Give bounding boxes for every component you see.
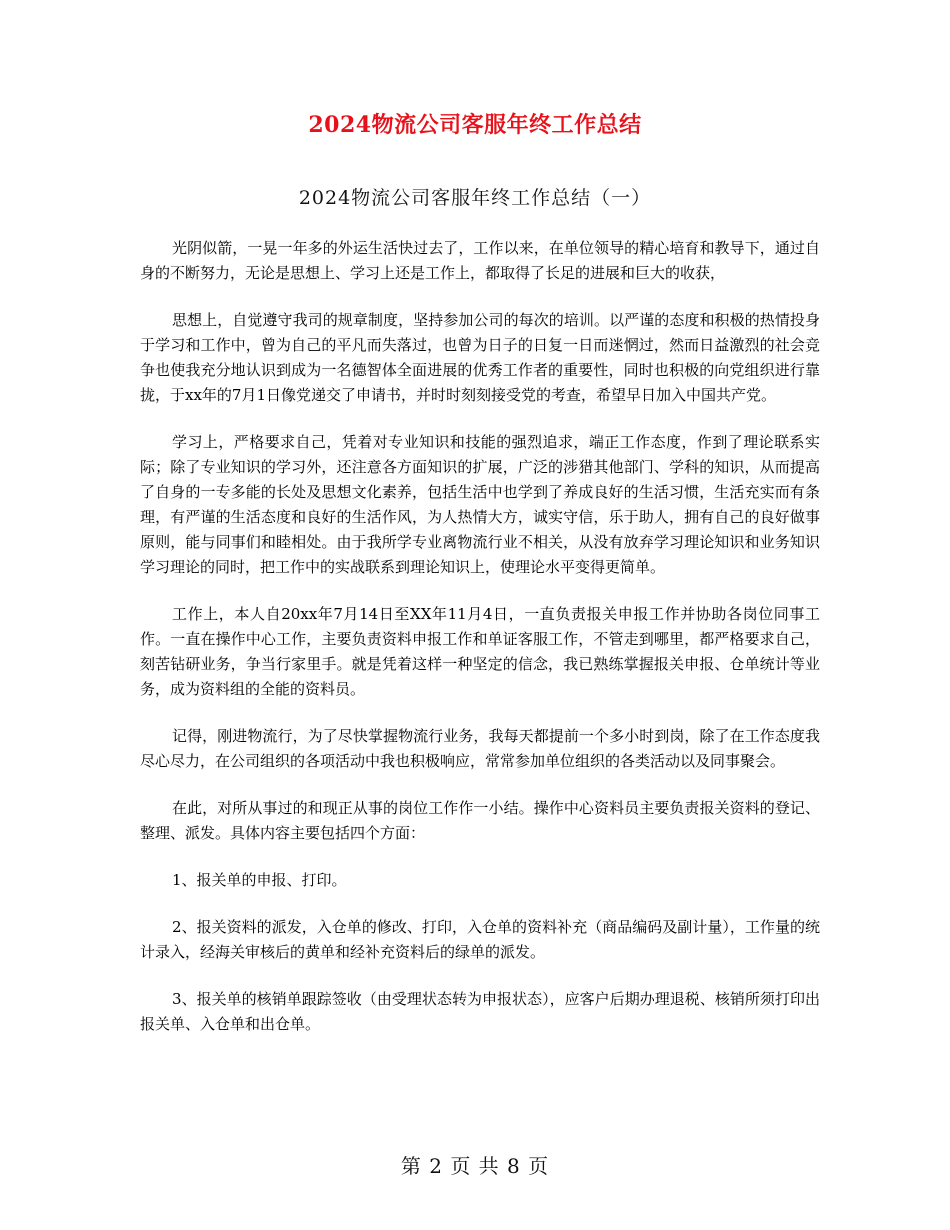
document-subtitle: 2024物流公司客服年终工作总结（一） xyxy=(298,187,652,209)
paragraph: 在此，对所从事过的和现正从事的岗位工作作一小结。操作中心资料员主要负责报关资料的登记、整理、派发。具体内容主要包括四个方面： xyxy=(140,799,820,842)
list-item: 1、报关单的申报、打印。 xyxy=(172,871,347,889)
paragraph: 光阴似箭，一晃一年多的外运生活快过去了，工作以来，在单位领导的精心培育和教导下，通过自身的不断努力，无论是思想上、学习上还是工作上，都取得了长足的进展和巨大的收获， xyxy=(140,239,820,282)
list-item: 3、报关单的核销单跟踪签收（由受理状态转为申报状态），应客户后期办理退税、核销所须打印出报关单、入仓单和出仓单。 xyxy=(140,990,820,1033)
paragraph: 工作上，本人自20xx年7月14日至XX年11月4日，一直负责报关申报工作并协助各岗位同事工作。一直在操作中心工作，主要负责资料申报工作和单证客服工作，不管走到哪里，都严格要求自己，刻苦钻研业务，争当行家里手。就是凭着这样一种坚定的信念，我已熟练掌握报关申报、仓单统计等业务，成为资料组的全能的资料员。 xyxy=(140,605,820,698)
paragraph: 记得，刚进物流行，为了尽快掌握物流行业务，我每天都提前一个多小时到岗，除了在工作态度我尽心尽力，在公司组织的各项活动中我也积极响应，常常参加单位组织的各类活动以及同事聚会。 xyxy=(140,727,820,770)
list-item: 2、报关资料的派发，入仓单的修改、打印，入仓单的资料补充（商品编码及副计量），工作量的统计录入，经海关审核后的黄单和经补充资料后的绿单的派发。 xyxy=(140,918,820,961)
document-title: 2024物流公司客服年终工作总结 xyxy=(308,112,642,138)
page-number-footer: 第 2 页 共 8 页 xyxy=(400,1154,550,1178)
paragraph: 思想上，自觉遵守我司的规章制度，坚持参加公司的每次的培训。以严谨的态度和积极的热情投身于学习和工作中，曾为自己的平凡而失落过，也曾为日子的日复一日而迷惘过，然而日益激烈的社会竞争也使我充分地认识到成为一名德智体全面进展的优秀工作者的重要性，同时也积极的向党组织进行靠拢，于xx年的7月1日像党递交了申请书，并时时刻刻接受党的考查，希望早日加入中国共产党。 xyxy=(140,311,820,404)
paragraph: 学习上，严格要求自己，凭着对专业知识和技能的强烈追求，端正工作态度，作到了理论联系实际；除了专业知识的学习外，还注意各方面知识的扩展，广泛的涉猎其他部门、学科的知识，从而提高了自身的一专多能的长处及思想文化素养，包括生活中也学到了养成良好的生活习惯，生活充实而有条理，有严谨的生活态度和良好的生活作风，为人热情大方，诚实守信，乐于助人，拥有自己的良好做事原则，能与同事们和睦相处。由于我所学专业离物流行业不相关，从没有放弃学习理论知识和业务知识学习理论的同时，把工作中的实战联系到理论知识上，使理论水平变得更简单。 xyxy=(140,433,820,576)
document-body xyxy=(140,236,820,1059)
